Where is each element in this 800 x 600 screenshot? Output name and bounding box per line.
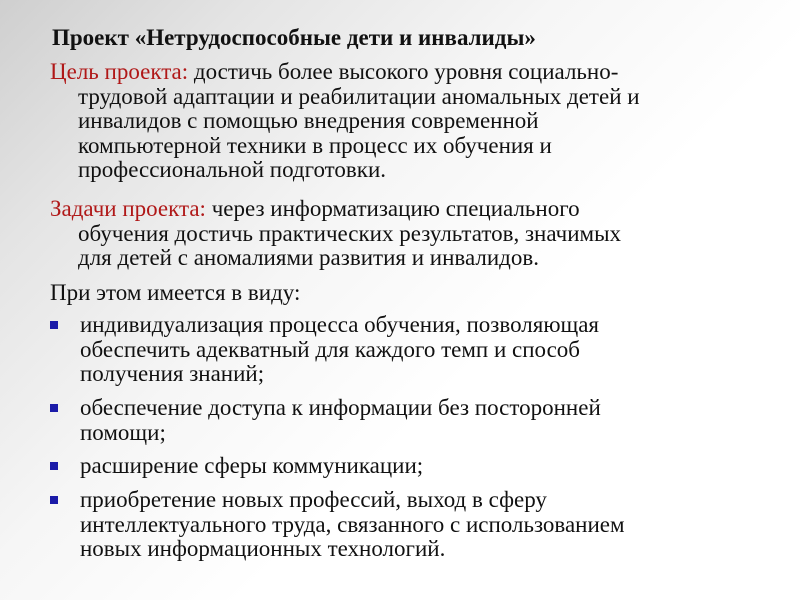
- tasks-line-1-text: через информатизацию специального: [205, 196, 580, 221]
- goal-line-5: профессиональной подготовки.: [78, 157, 387, 182]
- bullet-4-line-2: интеллектуального труда, связанного с использованием: [80, 511, 625, 537]
- square-bullet-icon: [50, 496, 58, 504]
- square-bullet-icon: [50, 321, 58, 329]
- bullet-1-line-3: получения знаний;: [80, 361, 265, 386]
- tasks-label: Задачи проекта:: [50, 196, 206, 221]
- tasks-line-2: обучения достичь практических результатов, значимых: [78, 220, 622, 246]
- bullet-2-line-1: обеспечение доступа к информации без посторонней: [80, 395, 601, 420]
- goal-line-3: инвалидов с помощью внедрения современной: [78, 108, 539, 133]
- bullet-item-3: [50, 454, 750, 479]
- goal-line-4: компьютерной техники в процесс их обучения и: [78, 132, 552, 158]
- goal-first-line: [50, 60, 750, 85]
- goal-line-2: трудовой адаптации и реабилитации аномальных детей и: [78, 83, 640, 109]
- slide-title: Проект «Нетрудоспособные дети и инвалиды»: [52, 25, 536, 50]
- bullet-4-line-1: приобретение новых профессий, выход в сферу: [80, 487, 547, 512]
- bullet-3-line-1: расширение сферы коммуникации;: [80, 453, 424, 478]
- goal-line-1-text: достичь более высокого уровня социально-: [188, 59, 619, 84]
- bullet-1-line-2: обеспечить адекватный для каждого темп и способ: [80, 336, 581, 362]
- tasks-line-3: для детей с аномалиями развития и инвалидов.: [78, 245, 539, 270]
- tasks-paragraph: [50, 197, 750, 271]
- square-bullet-icon: [50, 404, 58, 412]
- bullet-item-2: [50, 396, 750, 445]
- tasks-first-line: [50, 197, 750, 222]
- intro-text: При этом имеется в виду:: [50, 280, 301, 305]
- bullet-2-line-2: помощи;: [80, 419, 166, 445]
- bullet-item-1: [50, 313, 750, 387]
- bullet-1-line-1: индивидуализация процесса обучения, позволяющая: [80, 312, 600, 337]
- square-bullet-icon: [50, 462, 58, 470]
- bullet-item-4: [50, 488, 750, 562]
- goal-paragraph: [50, 60, 750, 183]
- goal-label: Цель проекта:: [50, 59, 189, 84]
- bullet-4-line-3: новых информационных технологий.: [80, 536, 446, 561]
